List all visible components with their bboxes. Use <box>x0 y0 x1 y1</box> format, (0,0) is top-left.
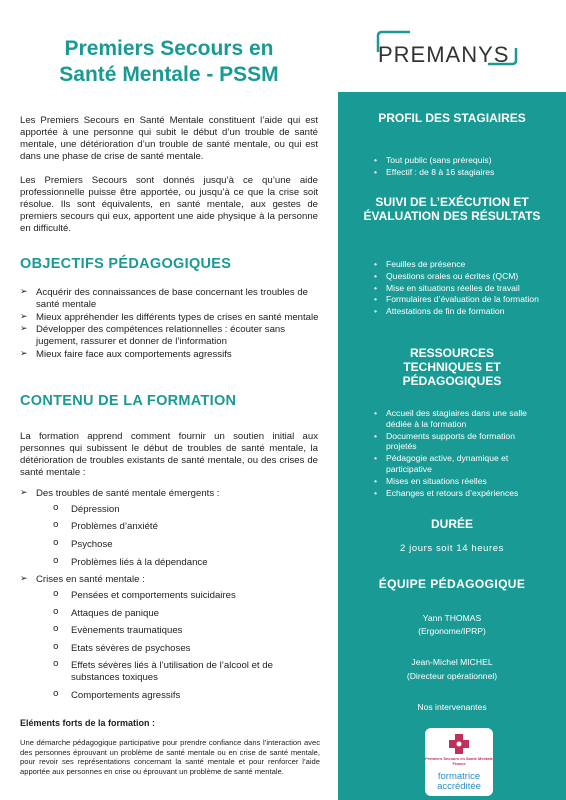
list-item: • Pédagogie active, dynamique et participative <box>386 453 540 475</box>
profil-list <box>338 155 566 179</box>
list-item: o Evènements traumatiques <box>36 625 320 637</box>
group-label: Des troubles de santé mentale émergents : <box>36 488 220 499</box>
premanys-logo <box>370 24 520 74</box>
sub-list <box>36 504 320 568</box>
intro-paragraph-2: Les Premiers Secours sont donnés jusqu’à ce qu’une aide professionnelle puisse être apportée, ou jusqu’à ce que la crise soit résolue. Ils sont équivalents, en santé mentale, aux gestes de premiers secours qui eux, apportent une aide physique à la personne en difficulté. <box>20 175 318 234</box>
forts-heading: Eléments forts de la formation : <box>20 718 156 728</box>
list-item: o Problèmes liés à la dépendance <box>36 557 320 569</box>
badge-small-text: Premiers Secours en Santé Mentale France <box>425 756 493 766</box>
sub-list <box>36 590 320 701</box>
list-item: • Feuilles de présence <box>386 259 550 270</box>
list-item: ➢ Mieux faire face aux comportements agressifs <box>20 349 320 361</box>
member-1-role: (Ergonome/IPRP) <box>418 626 486 636</box>
list-item: • Documents supports de formation projetés <box>386 431 540 453</box>
logo-text: PREMANYS <box>378 42 510 67</box>
list-item: o Dépression <box>36 504 320 516</box>
logo-mark-icon <box>370 24 520 74</box>
list-item: • Mise en situations réelles de travail <box>386 283 550 294</box>
list-item: o Attaques de panique <box>36 608 320 620</box>
info-panel <box>338 92 566 800</box>
suivi-list <box>338 259 550 318</box>
ressources-heading: RESSOURCES TECHNIQUES ET PÉDAGOGIQUES <box>402 346 502 388</box>
list-item: • Formulaires d’évaluation de la formation <box>386 294 550 305</box>
list-item: • Accueil des stagiaires dans une salle dédiée à la formation <box>386 408 540 430</box>
badge-line-2: accréditée <box>437 781 481 792</box>
intervenantes-note: Nos intervenantes <box>417 702 487 712</box>
member-2-name: Jean-Michel MICHEL <box>411 657 493 667</box>
contenu-list <box>20 488 320 707</box>
list-item: o Comportements agressifs <box>36 690 320 702</box>
list-item: o Effets sévères liés à l’utilisation de l’alcool et de substances toxiques <box>36 660 320 683</box>
list-item: ➢ Acquérir des connaissances de base concernant les troubles de santé mentale <box>20 287 320 311</box>
duree-heading: DURÉE <box>430 517 473 531</box>
title-line-2: Santé Mentale - PSSM <box>59 63 279 86</box>
equipe-heading: ÉQUIPE PÉDAGOGIQUE <box>378 577 526 591</box>
objectifs-list <box>20 287 320 362</box>
list-item: • Echanges et retours d’expériences <box>386 488 540 499</box>
contenu-intro: La formation apprend comment fournir un soutien initial aux personnes qui subissent le début de troubles de santé mentale, la détérioration de troubles existants de santé mentale, ou des crises de santé mentale : <box>20 431 318 478</box>
member-2-role: (Directeur opérationnel) <box>406 671 498 681</box>
contenu-heading: CONTENU DE LA FORMATION <box>20 393 237 409</box>
list-item <box>20 488 320 568</box>
forts-text: Une démarche pédagogique participative pour prendre confiance dans l’interaction avec des personnes éprouvant un problème de santé mentale ou en crise de santé mentale, pour revoir ses représentations concernant la santé mentale et pour renforcer l’aide apportée aux personnes en crise ou éprouvant un problème de santé mentale. <box>20 738 320 776</box>
accreditation-badge <box>425 728 493 796</box>
badge-line-1: formatrice <box>437 771 481 782</box>
member-1-name: Yann THOMAS <box>422 613 482 623</box>
list-item: o Psychose <box>36 539 320 551</box>
profil-heading: PROFIL DES STAGIAIRES <box>378 111 526 125</box>
list-item: • Effectif : de 8 à 16 stagiaires <box>386 167 566 178</box>
intro-paragraph-1: Les Premiers Secours en Santé Mentale constituent l’aide qui est apportée à une personne qui subit le début d’un trouble de santé mentale, une détérioration d’un trouble de santé mentale, ou qui est dans une phase de crise de santé mentale. <box>20 115 318 162</box>
list-item: o Etats sévères de psychoses <box>36 643 320 655</box>
duree-value: 2 jours soit 14 heures <box>399 543 505 554</box>
page-title <box>14 36 324 88</box>
ressources-list <box>338 408 540 499</box>
badge-big-text <box>425 772 493 792</box>
list-item: ➢ Développer des compétences relationnelles : écouter sans jugement, rassurer et donner de l’information <box>20 324 320 348</box>
list-item: • Questions orales ou écrites (QCM) <box>386 271 550 282</box>
cross-icon <box>425 728 493 758</box>
suivi-heading: SUIVI DE L’EXÉCUTION ET ÉVALUATION DES RÉSULTATS <box>363 195 541 223</box>
list-item <box>20 574 320 701</box>
objectifs-heading: OBJECTIFS PÉDAGOGIQUES <box>20 256 232 272</box>
list-item: • Tout public (sans prérequis) <box>386 155 566 166</box>
title-line-1: Premiers Secours en <box>64 37 274 60</box>
list-item: • Attestations de fin de formation <box>386 306 550 317</box>
group-label: Crises en santé mentale : <box>36 574 145 586</box>
list-item: o Problèmes d’anxiété <box>36 521 320 533</box>
list-item: • Mises en situations réelles <box>386 476 540 487</box>
list-item: o Pensées et comportements suicidaires <box>36 590 320 602</box>
list-item: ➢ Mieux appréhender les différents types de crises en santé mentale <box>20 312 320 324</box>
